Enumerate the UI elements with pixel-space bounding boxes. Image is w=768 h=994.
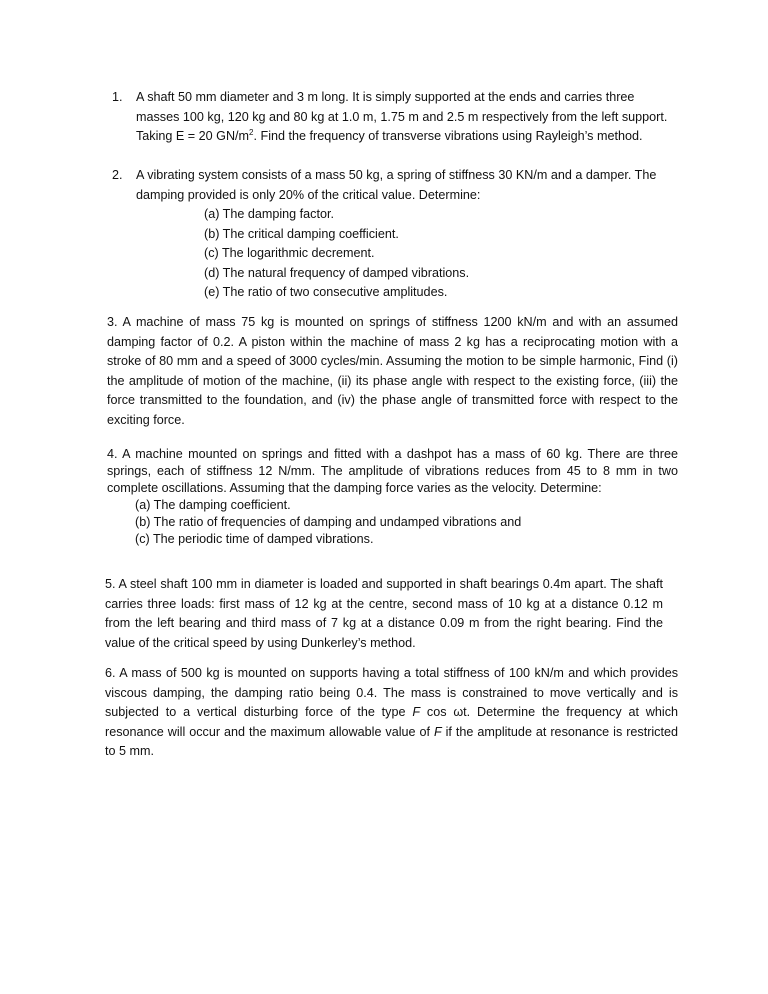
sub-question: (b) The critical damping coefficient.: [204, 226, 399, 241]
sub-question: (c) The periodic time of damped vibrations.: [135, 532, 374, 546]
question-text: 4. A machine mounted on springs and fitted with a dashpot has a mass of 60 kg. There are three springs, each of stiffness 12 N/mm. The amplitude of vibrations reduces from 45 to 8 mm in two complete oscillations. Assuming that the damping force varies as the velocity. Determine:: [107, 447, 678, 495]
question-text: A shaft 50 mm diameter and 3 m long. It is simply supported at the ends and carries three masses 100 kg, 120 kg and 80 kg at 1.0 m, 1.75 m and 2.5 m respectively from the left support. Taking E = 20 $GN/m^2$. Find the frequency of transverse vibrations using Rayleigh’s method.: [136, 90, 668, 143]
question-2: [112, 166, 672, 303]
sub-question: (d) The natural frequency of damped vibrations.: [204, 265, 470, 280]
question-text: 5. A steel shaft 100 mm in diameter is loaded and supported in shaft bearings 0.4m apart. The shaft carries three loads: first mass of 12 kg at the centre, second mass of 10 kg at a distance 0.12 m from the left bearing and third mass of 7 kg at a distance 0.09 m from the right bearing. Find the value of the critical speed by using Dunkerley’s method.: [105, 577, 663, 650]
question-text: 3. A machine of mass 75 kg is mounted on springs of stiffness 1200 kN/m and with an assumed damping factor of 0.2. A piston within the machine of mass 2 kg has a reciprocating motion with a stroke of 80 mm and a speed of 3000 cycles/min. Assuming the motion to be simple harmonic, Find (i) the amplitude of motion of the machine, (ii) its phase angle with respect to the existing force, (iii) the force transmitted to the foundation, and (iv) the phase angle of transmitted force with respect to the exciting force.: [107, 315, 678, 427]
sub-question: (e) The ratio of two consecutive amplitudes.: [204, 285, 448, 299]
question-text: 6. A mass of 500 kg is mounted on supports having a total stiffness of 100 kN/m and which provides viscous damping, the damping ratio being 0.4. The mass is constrained to move vertically and is subjected to a vertical disturbing force of the type F cos ωt. Determine the frequency at which resonance will occur and the maximum allowable value of F if the amplitude at resonance is restricted to 5 mm.: [105, 666, 679, 758]
variable-f: F: [433, 724, 442, 739]
question-number: 1.: [112, 90, 123, 104]
question-3: [107, 313, 678, 430]
question-6: [105, 664, 678, 762]
variable-f: F: [412, 705, 421, 719]
sub-question: (a) The damping factor.: [204, 207, 334, 221]
question-number: 2.: [112, 168, 123, 182]
sub-question: (a) The damping coefficient.: [135, 498, 291, 512]
sub-question-list: [135, 497, 678, 548]
sub-question: (b) The ratio of frequencies of damping and undamped vibrations and: [135, 515, 522, 529]
question-intro: A vibrating system consists of a mass 50 kg, a spring of stiffness 30 KN/m and a damper. The damping provided is only 20% of the critical value. Determine:: [136, 168, 657, 202]
sub-question-list: [204, 205, 672, 303]
sub-question: (c) The logarithmic decrement.: [204, 246, 375, 260]
question-4: [107, 446, 678, 548]
question-5: [105, 575, 663, 653]
question-text: [136, 166, 672, 303]
question-1: [112, 88, 672, 147]
superscript: 2: [249, 128, 254, 137]
